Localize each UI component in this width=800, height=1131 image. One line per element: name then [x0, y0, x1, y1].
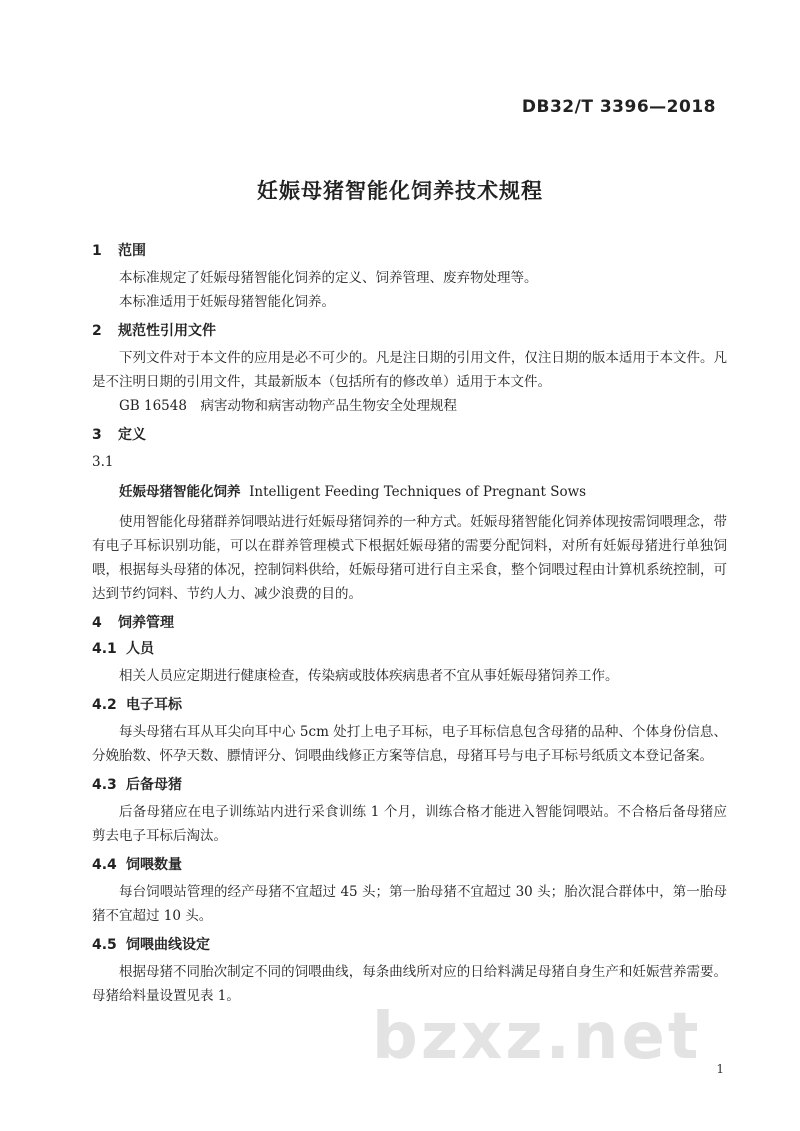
- term-english: Intelligent Feeding Techniques of Pregnant Sows: [249, 484, 587, 500]
- section-4-2-heading: 4.2 电子耳标: [92, 697, 182, 713]
- term-entry: [92, 480, 727, 504]
- section-3-definition: 使用智能化母猪群养饲喂站进行妊娠母猪饲养的一种方式。妊娠母猪智能化饲养体现按需饲喂理念，带有电子耳标识别功能，可以在群养管理模式下根据妊娠母猪的需要分配饲料，对所有妊娠母猪进行单独饲喂，根据每头母猪的体况，控制饲料供给，妊娠母猪可进行自主采食，整个饲喂过程由计算机系统控制，可达到节约饲料、节约人力、减少浪费的目的。: [92, 514, 727, 602]
- section-2-reference: GB 16548 病害动物和病害动物产品生物安全处理规程: [119, 398, 457, 414]
- section-4-5-para: 根据母猪不同胎次制定不同的饲喂曲线，每条曲线所对应的日给料满足母猪自身生产和妊娠营养需要。母猪给料量设置见表 1。: [92, 964, 727, 1004]
- section-4-5-heading: 4.5 饲喂曲线设定: [92, 937, 210, 953]
- term-number: 3.1: [92, 454, 114, 470]
- document-body: [92, 240, 727, 1008]
- section-1-para-2: 本标准适用于妊娠母猪智能化饲养。: [119, 294, 335, 310]
- section-1-heading: 1 范围: [92, 243, 146, 259]
- term-chinese: 妊娠母猪智能化饲养: [119, 484, 241, 500]
- document-title: 妊娠母猪智能化饲养技术规程: [257, 179, 543, 203]
- section-1-para-1: 本标准规定了妊娠母猪智能化饲养的定义、饲养管理、废弃物处理等。: [119, 270, 538, 286]
- section-4-2-para: 每头母猪右耳从耳尖向耳中心 5cm 处打上电子耳标，电子耳标信息包含母猪的品种、个体身份信息、分娩胎数、怀孕天数、膘情评分、饲喂曲线修正方案等信息，母猪耳号与电子耳标号纸质文本登记备案。: [92, 724, 727, 764]
- section-4-4-heading: 4.4 饲喂数量: [92, 857, 182, 873]
- section-2-heading: 2 规范性引用文件: [92, 323, 216, 339]
- section-4-1-para: 相关人员应定期进行健康检查，传染病或肢体疾病患者不宜从事妊娠母猪饲养工作。: [119, 668, 619, 684]
- section-4-3-para: 后备母猪应在电子训练站内进行采食训练 1 个月，训练合格才能进入智能饲喂站。不合格后备母猪应剪去电子耳标后淘汰。: [92, 804, 727, 844]
- page-number: 1: [716, 1062, 724, 1076]
- watermark-text: bzxz.net: [372, 1000, 702, 1074]
- standard-code: DB32/T 3396—2018: [521, 97, 716, 117]
- section-4-4-para: 每台饲喂站管理的经产母猪不宜超过 45 头；第一胎母猪不宜超过 30 头；胎次混合群体中，第一胎母猪不宜超过 10 头。: [92, 884, 727, 924]
- section-3-heading: 3 定义: [92, 427, 146, 443]
- section-4-3-heading: 4.3 后备母猪: [92, 777, 182, 793]
- section-4-heading: 4 饲养管理: [92, 615, 174, 631]
- section-2-para: 下列文件对于本文件的应用是必不可少的。凡是注日期的引用文件，仅注日期的版本适用于本文件。凡是不注明日期的引用文件，其最新版本（包括所有的修改单）适用于本文件。: [92, 350, 727, 390]
- section-4-1-heading: 4.1 人员: [92, 641, 154, 657]
